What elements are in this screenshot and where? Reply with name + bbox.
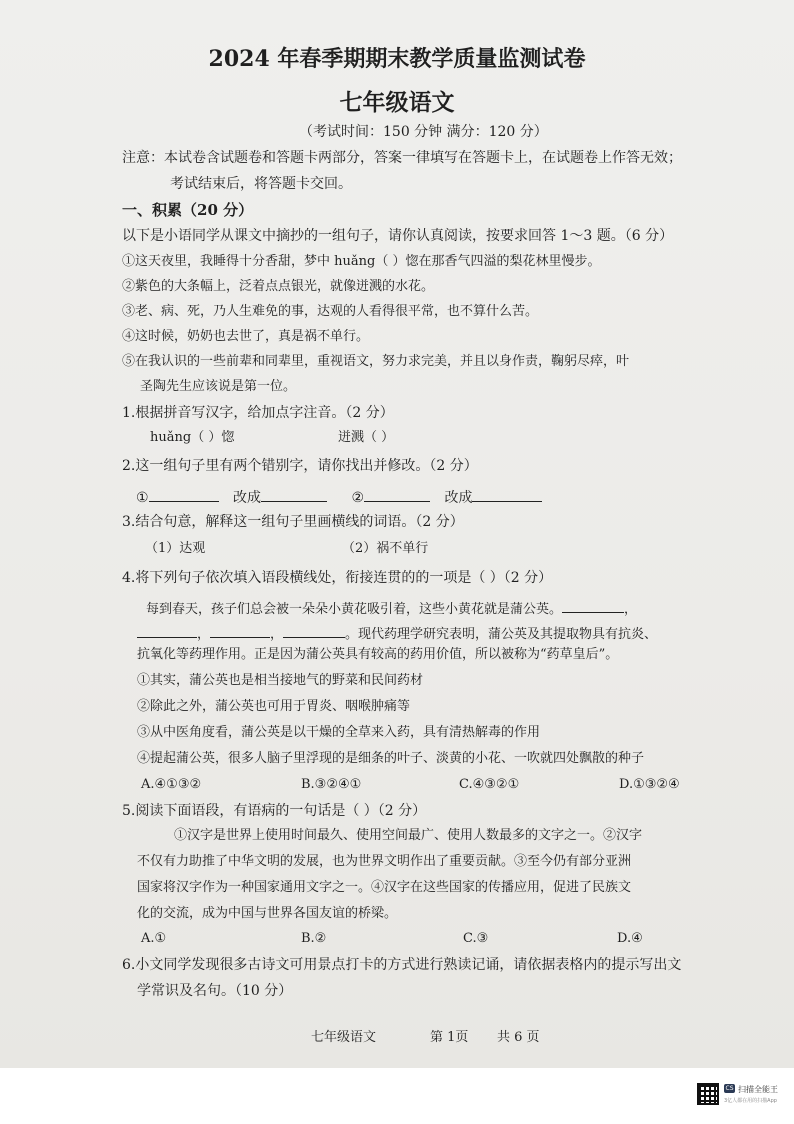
question-3-stem: 3.结合句意，解释这一组句子里画横线的词语。（2 分） [122,514,464,530]
answer-blank[interactable] [364,487,430,502]
section-heading: 一、积累（20 分） [122,201,254,219]
answer-label: 改成 [233,490,262,506]
question-2-stem: 2.这一组句子里有两个错别字，请你找出并修改。（2 分） [122,458,478,474]
passage-text: 。现代药理学研究表明，蒲公英及其提取物具有抗炎、 [345,627,658,642]
sentence: ①这天夜里，我睡得十分香甜，梦中 huǎng（ ）惚在那香气四溢的梨花林里慢步。 [122,254,601,269]
passage-comma: ， [270,627,284,642]
subject-title: 七年级语文 [339,89,455,116]
question-1-item-a: huǎng（ ）惚 [150,430,235,445]
sentence: ②紫色的大条幅上，泛着点点银光，就像迸溅的水花。 [122,279,435,294]
question-6-stem-line-2: 学常识及名句。（10 分） [137,983,293,999]
question-5-passage-line: 不仅有力助推了中华文明的发展，也为世界文明作出了重要贡献。③至今仍有部分亚洲 [137,854,632,869]
choice-b[interactable]: B.③②④① [301,777,362,792]
exam-title: 2024 年春季期期末教学质量监测试卷 [208,46,586,72]
question-5-passage-line: ①汉字是世界上使用时间最久、使用空间最广、使用人数最多的文字之一。②汉字 [174,828,643,843]
sentence: 圣陶先生应该说是第一位。 [140,379,297,394]
question-4-option: ④提起蒲公英，很多人脑子里浮现的是细条的叶子、淡黄的小花、一吹就四处飘散的种子 [137,751,645,766]
footer-page: 第 1页 [430,1030,469,1045]
question-4-option: ③从中医角度看，蒲公英是以干燥的全草来入药，具有清热解毒的作用 [137,725,541,740]
scanner-name: 扫描全能王 [738,1085,778,1094]
answer-blank[interactable] [137,623,197,638]
qr-code-icon [697,1083,719,1105]
answer-blank[interactable] [210,623,270,638]
question-3-item-2: （2）祸不单行 [342,541,429,556]
scanner-logo-icon: CS [725,1085,734,1092]
question-4-option: ②除此之外，蒲公英也可用于胃炎、咽喉肿痛等 [137,699,411,714]
question-4-passage-line-1 [146,598,637,616]
exam-info: （考试时间：150 分钟 满分：120 分） [299,124,548,140]
choice-c[interactable]: C.④③②① [459,777,520,792]
footer-subject: 七年级语文 [311,1030,377,1045]
question-2-answer-row [136,487,542,505]
question-5-stem: 5.阅读下面语段，有语病的一句话是（ ）（2 分） [122,803,427,819]
scanner-tagline: 3亿人都在用的扫描App [724,1098,777,1104]
footer-total: 共 6 页 [497,1030,540,1045]
passage-text: 每到春天，孩子们总会被一朵朵小黄花吸引着，这些小黄花就是蒲公英。 [146,602,563,617]
answer-blank[interactable] [562,598,624,613]
question-4-passage-line-2 [137,623,657,641]
choice-c[interactable]: C.③ [463,931,489,946]
answer-blank[interactable] [261,487,327,502]
question-3-item-1: （1）达观 [145,541,206,556]
sentence: ③老、病、死，乃人生难免的事，达观的人看得很平常，也不算什么苦。 [122,304,539,319]
section-intro: 以下是小语同学从课文中摘抄的一组句子，请你认真阅读，按要求回答 1～3 题。（6 分） [122,228,674,244]
question-1-item-b: 迸溅（ ） [338,430,395,445]
answer-blank[interactable] [283,623,345,638]
question-4-passage-line-3: 抗氧化等药理作用。正是因为蒲公英具有较高的药用价值，所以被称为“药草皇后”。 [137,647,619,662]
question-5-passage-line: 化的交流，成为中国与世界各国友谊的桥梁。 [137,906,398,921]
question-1-stem: 1.根据拼音写汉字，给加点字注音。（2 分） [122,405,394,421]
choice-a[interactable]: A.① [141,931,167,946]
passage-comma: ， [624,602,638,617]
notice-line-1: 注意：本试卷含试题卷和答题卡两部分，答案一律填写在答题卡上，在试题卷上作答无效； [122,150,682,166]
question-4-option: ①其实，蒲公英也是相当接地气的野菜和民间药材 [137,673,424,688]
question-5-passage-line: 国家将汉字作为一种国家通用文字之一。④汉字在这些国家的传播应用，促进了民族文 [137,880,632,895]
notice-line-2: 考试结束后，将答题卡交回。 [170,176,352,192]
answer-blank[interactable] [472,487,542,502]
sentence: ⑤在我认识的一些前辈和同辈里，重视语文，努力求完美，并且以身作责，鞠躬尽瘁，叶 [122,354,630,369]
question-6-stem-line-1: 6.小文同学发现很多古诗文可用景点打卡的方式进行熟读记诵，请依据表格内的提示写出文 [122,957,682,973]
answer-mark: ② [351,490,365,506]
sentence: ④这时候，奶奶也去世了，真是祸不单行。 [122,329,370,344]
question-4-stem: 4.将下列句子依次填入语段横线处，衔接连贯的的一项是（ ）（2 分） [122,570,553,586]
passage-comma: ， [197,627,211,642]
answer-label: 改成 [444,490,473,506]
page-margin [0,1068,794,1124]
choice-b[interactable]: B.② [301,931,327,946]
choice-a[interactable]: A.④①③② [141,777,202,792]
choice-d[interactable]: D.④ [617,931,643,946]
choice-d[interactable]: D.①③②④ [619,777,680,792]
answer-mark: ① [136,490,149,506]
answer-blank[interactable] [149,487,219,502]
